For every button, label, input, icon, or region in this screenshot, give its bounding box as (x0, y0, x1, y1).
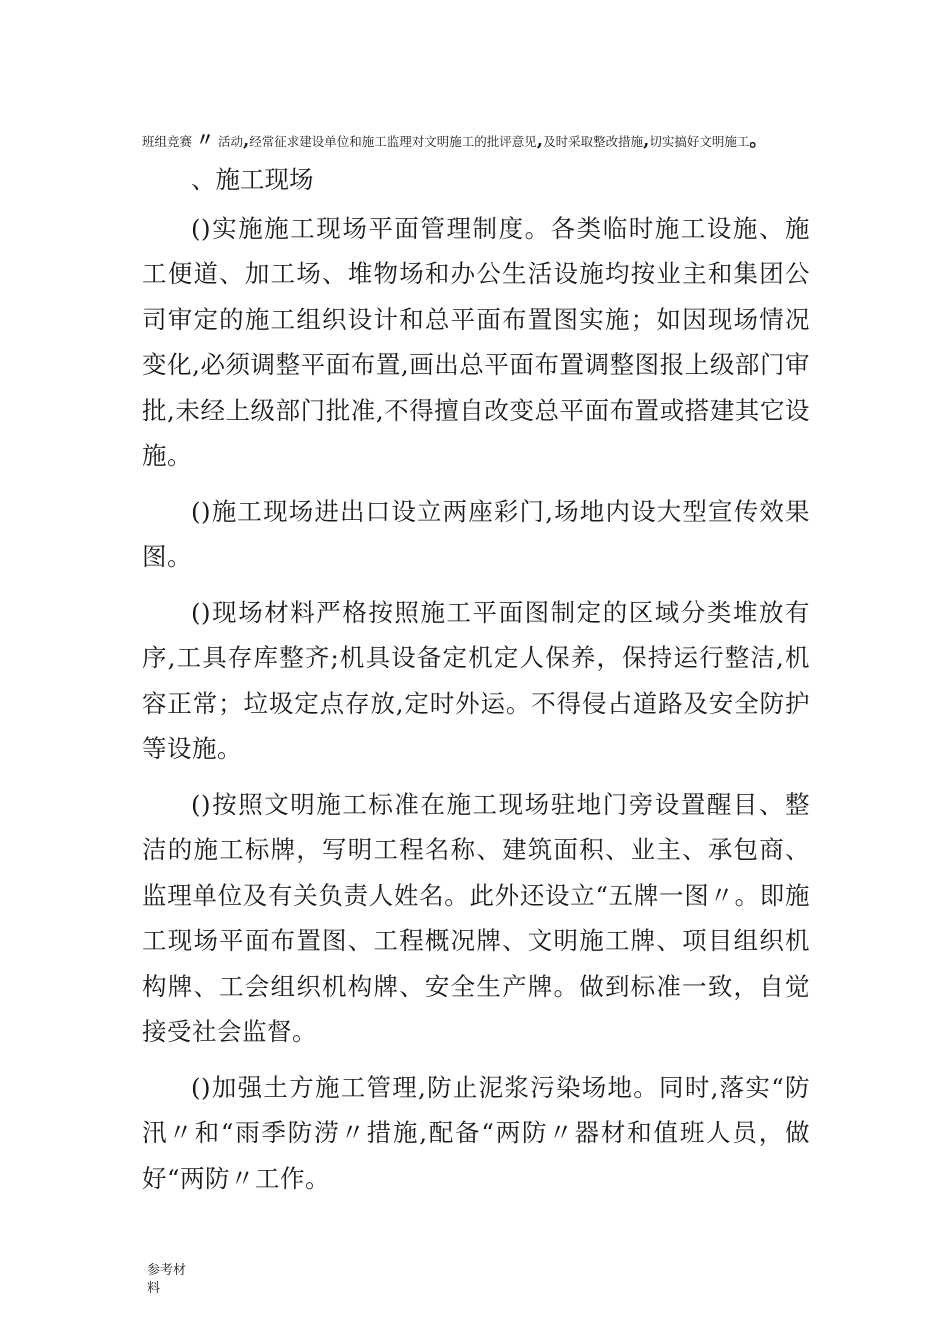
continued-text-line (142, 131, 842, 152)
footer-line-2: 料 (147, 1281, 161, 1296)
text-fragment: 活动 (217, 134, 243, 149)
paragraph-4: ()按照文明施工标准在施工现场驻地门旁设置醒目、整洁的施工标牌，写明工程名称、建筑面积、业主、承包商、监理单位及有关负责人姓名。此外还设立“五牌一图〃。即施工现场平面布置图、工程概况牌、文明施工牌、项目组织机构牌、工会组织机构牌、安全生产牌。做到标准一致，自觉接受社会监督。 (142, 789, 810, 1046)
comma-mark: , (643, 130, 650, 151)
comma-mark: , (243, 130, 250, 151)
paragraph-3: ()现场材料严格按照施工平面图制定的区域分类堆放有序,工具存库整齐;机具设备定机定人保养，保持运行整洁,机容正常；垃圾定点存放,定时外运。不得侵占道路及安全防护等设施。 (142, 597, 810, 763)
text-fragment: 班组竞赛 (142, 134, 193, 149)
comma-mark: , (536, 130, 544, 151)
ditto-mark: 〃 (196, 130, 214, 151)
paragraph-1: ()实施施工现场平面管理制度。各类临时施工设施、施工便道、加工场、堆物场和办公生活设施均按业主和集团公司审定的施工组织设计和总平面布置图实施；如因现场情况变化,必须调整平面布置,画出总平面布置调整图报上级部门审批,未经上级部门批准,不得擅自改变总平面布置或搭建其它设施。 (142, 213, 810, 470)
paragraph-2: ()施工现场进出口设立两座彩门,场地内设大型宣传效果图。 (142, 496, 810, 571)
text-fragment: 及时采取整改措施 (543, 134, 644, 149)
document-body (142, 157, 810, 1211)
page-footer (147, 1262, 207, 1298)
section-title: 、施工现场 (191, 165, 314, 194)
text-fragment: 切实搞好文明施工 (649, 134, 750, 149)
footer-line-1: 参考材 (147, 1263, 187, 1278)
paragraph-5: ()加强土方施工管理,防止泥浆污染场地。同时,落实“防汛〃和“雨季防涝〃措施,配备“两防〃器材和值班人员，做好“两防〃工作。 (142, 1072, 810, 1193)
text-fragment: 经常征求建设单位和施工监理对文明施工的批评意见 (249, 134, 537, 149)
period-mark: 。 (749, 130, 768, 151)
